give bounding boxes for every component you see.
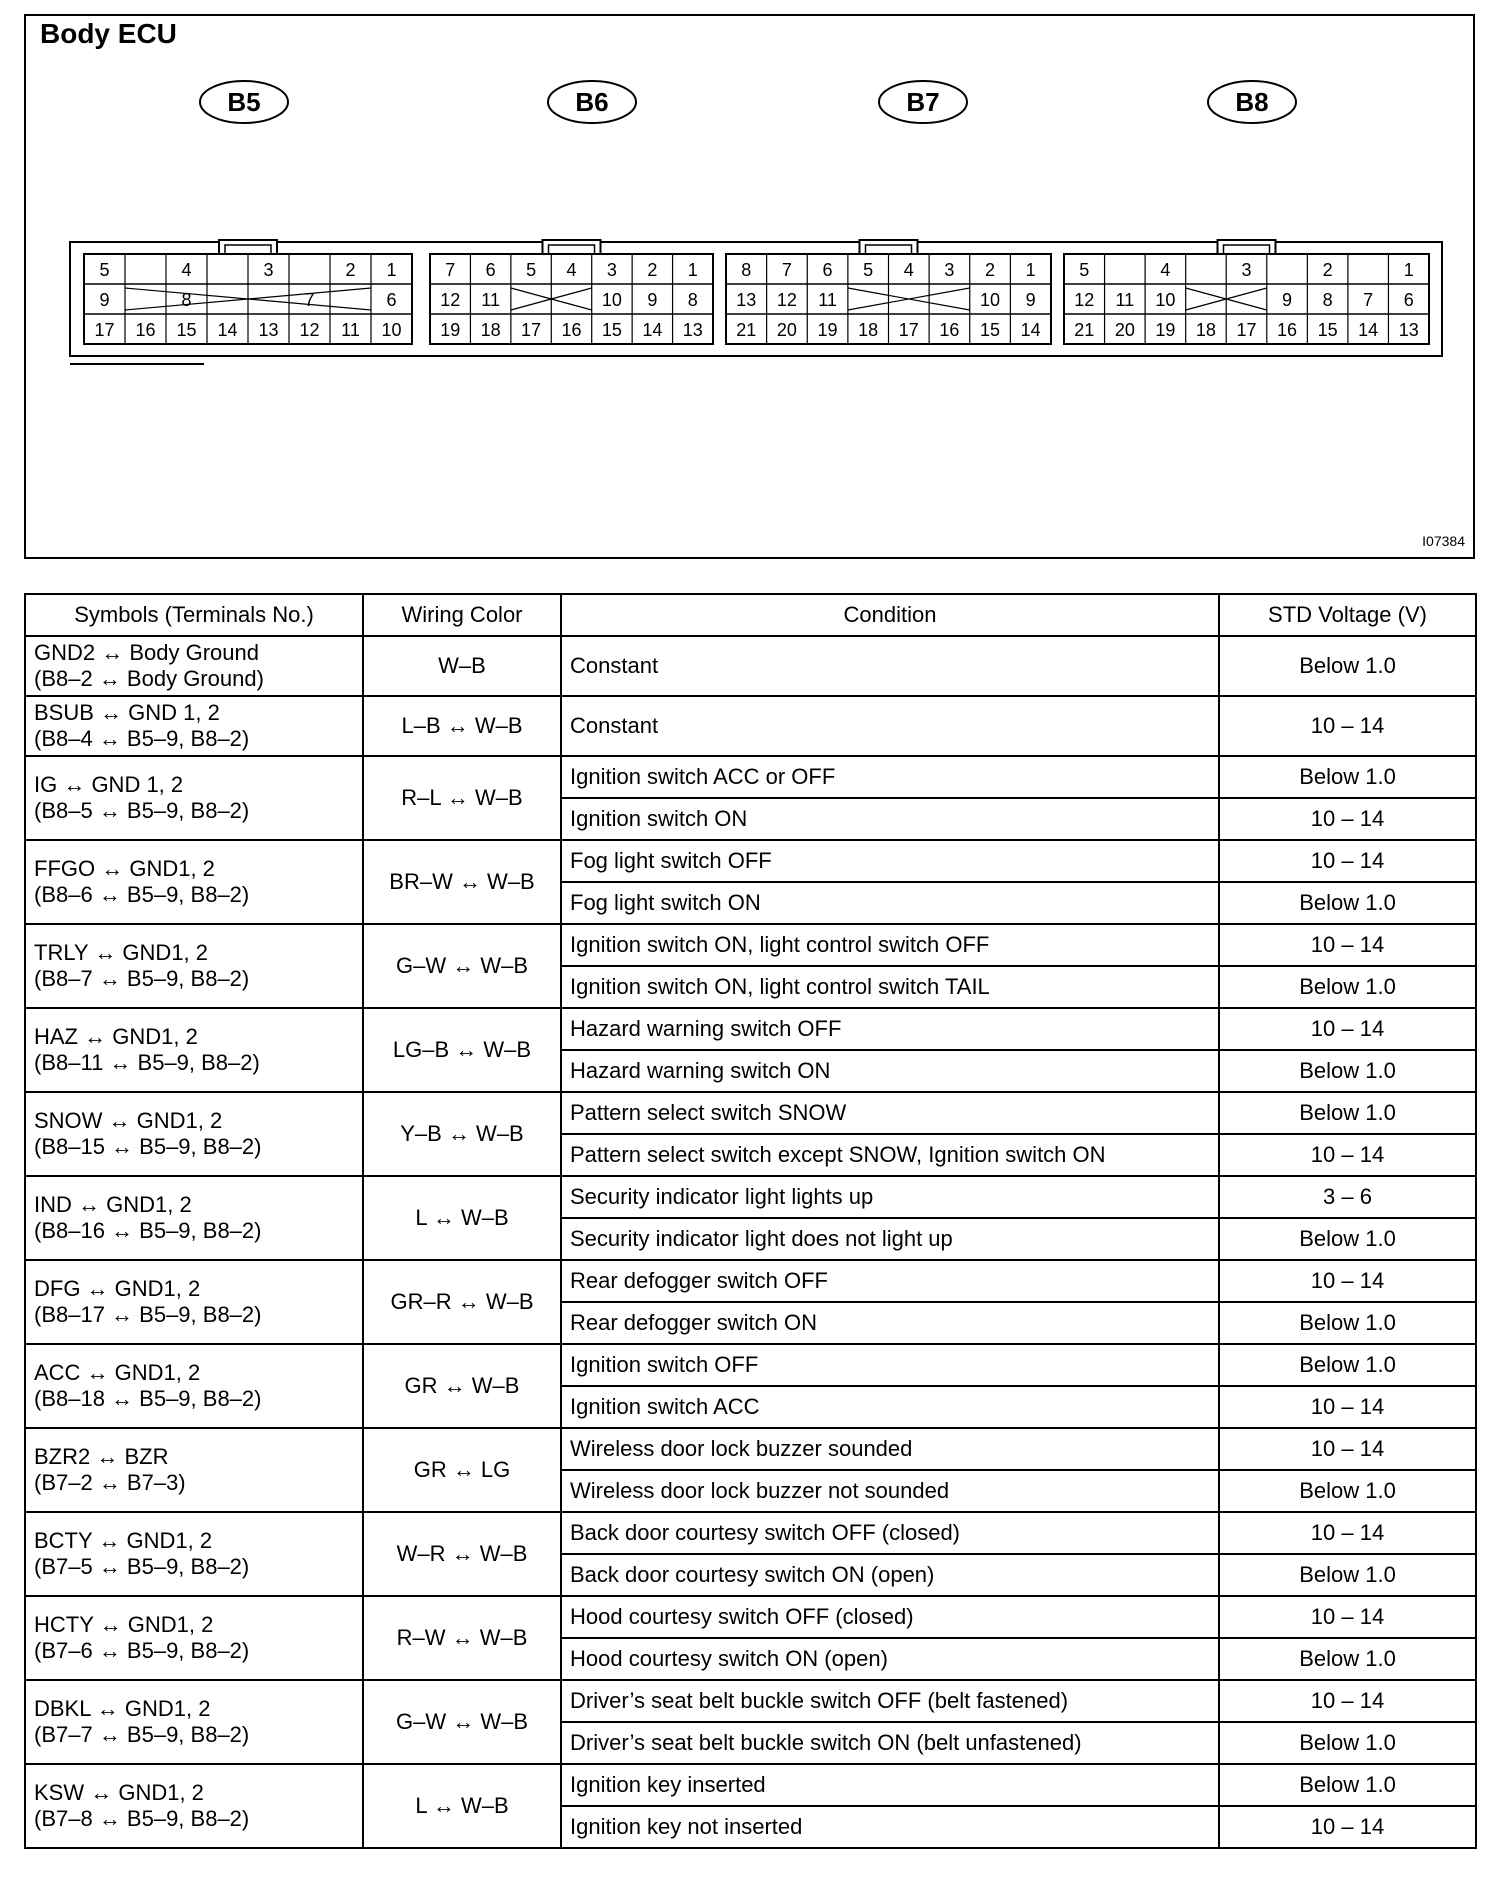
pin-number: 1 [386, 260, 397, 280]
pin-number: 11 [1115, 290, 1135, 310]
wiring-color-cell: G–W ↔ W–B [363, 924, 561, 1008]
pin-number: 5 [1079, 260, 1090, 280]
terminal-symbol: DBKL ↔ GND1, 2 [34, 1696, 211, 1721]
pin-number: 4 [181, 260, 192, 280]
pin-number: 17 [1236, 320, 1257, 340]
symbol-cell [25, 1680, 363, 1764]
condition-cell: Back door courtesy switch ON (open) [561, 1554, 1219, 1596]
table-row [25, 924, 1476, 966]
pin-number: 13 [1398, 320, 1419, 340]
pin-number: 16 [561, 320, 582, 340]
table-row [25, 840, 1476, 882]
pin-number: 19 [1155, 320, 1176, 340]
voltage-cell: 10 – 14 [1219, 1260, 1476, 1302]
table-row [25, 1260, 1476, 1302]
pin-number: 5 [99, 260, 110, 280]
header-condition: Condition [561, 594, 1219, 636]
condition-cell: Rear defogger switch ON [561, 1302, 1219, 1344]
condition-cell: Driver’s seat belt buckle switch OFF (belt fastened) [561, 1680, 1219, 1722]
symbol-cell [25, 1260, 363, 1344]
wiring-color-cell: L–B ↔ W–B [363, 696, 561, 756]
symbol-cell [25, 1764, 363, 1848]
pin-number: 10 [601, 290, 622, 310]
condition-cell: Hazard warning switch OFF [561, 1008, 1219, 1050]
connector-lock-tab [1218, 240, 1276, 254]
pin-number: 4 [903, 260, 914, 280]
pin-number: 6 [822, 260, 833, 280]
terminal-symbol: KSW ↔ GND1, 2 [34, 1780, 204, 1805]
symbol-cell [25, 756, 363, 840]
table-row [25, 1344, 1476, 1386]
pin-number: 12 [1074, 290, 1095, 310]
pin-number: 5 [863, 260, 874, 280]
pin-number: 14 [1020, 320, 1041, 340]
pin-number: 15 [176, 320, 197, 340]
table-row [25, 1680, 1476, 1722]
pin-number: 8 [687, 290, 698, 310]
terminal-symbol: HCTY ↔ GND1, 2 [34, 1612, 214, 1637]
pin-number: 15 [980, 320, 1001, 340]
terminal-number: (B8–15 ↔ B5–9, B8–2) [34, 1134, 262, 1159]
table-row [25, 1764, 1476, 1806]
pin-number: 7 [781, 260, 792, 280]
wiring-color-cell: W–R ↔ W–B [363, 1512, 561, 1596]
condition-cell: Pattern select switch except SNOW, Ignition switch ON [561, 1134, 1219, 1176]
voltage-cell: 10 – 14 [1219, 1806, 1476, 1848]
condition-cell: Hood courtesy switch ON (open) [561, 1638, 1219, 1680]
terminal-symbol: IND ↔ GND1, 2 [34, 1192, 192, 1217]
terminal-number: (B8–6 ↔ B5–9, B8–2) [34, 882, 250, 907]
connector-label: B5 [227, 87, 261, 117]
symbol-cell [25, 696, 363, 756]
terminal-number: (B8–7 ↔ B5–9, B8–2) [34, 966, 250, 991]
table-row [25, 636, 1476, 696]
wiring-color-cell: R–L ↔ W–B [363, 756, 561, 840]
terminal-symbol: SNOW ↔ GND1, 2 [34, 1108, 223, 1133]
pin-number: 5 [526, 260, 537, 280]
pin-number: 1 [1025, 260, 1036, 280]
terminal-number: (B7–5 ↔ B5–9, B8–2) [34, 1554, 250, 1579]
pin-number: 9 [99, 290, 110, 310]
table-row [25, 1092, 1476, 1134]
voltage-cell: Below 1.0 [1219, 1554, 1476, 1596]
pin-number: 3 [606, 260, 617, 280]
pin-number: 3 [1241, 260, 1252, 280]
pin-number: 21 [1074, 320, 1095, 340]
symbol-cell [25, 1428, 363, 1512]
condition-cell: Fog light switch ON [561, 882, 1219, 924]
voltage-cell: 10 – 14 [1219, 924, 1476, 966]
table-row [25, 1428, 1476, 1470]
pin-number: 13 [736, 290, 757, 310]
header-wiring-color: Wiring Color [363, 594, 561, 636]
voltage-cell: Below 1.0 [1219, 636, 1476, 696]
condition-cell: Constant [561, 696, 1219, 756]
condition-cell: Hazard warning switch ON [561, 1050, 1219, 1092]
terminal-symbol: ACC ↔ GND1, 2 [34, 1360, 201, 1385]
voltage-cell: 10 – 14 [1219, 696, 1476, 756]
pin-number: 2 [1322, 260, 1333, 280]
pin-number: 11 [341, 320, 360, 340]
voltage-cell: Below 1.0 [1219, 1470, 1476, 1512]
terminal-symbol: HAZ ↔ GND1, 2 [34, 1024, 198, 1049]
pin-number: 7 [304, 290, 315, 310]
diagram-title: Body ECU [40, 18, 177, 49]
pin-number: 7 [1363, 290, 1374, 310]
table-header-row [25, 594, 1476, 636]
table-row [25, 696, 1476, 756]
pin-number: 17 [94, 320, 115, 340]
pin-number: 18 [858, 320, 879, 340]
pin-number: 1 [1403, 260, 1414, 280]
voltage-cell: 10 – 14 [1219, 1512, 1476, 1554]
wiring-color-cell: W–B [363, 636, 561, 696]
pin-number: 3 [944, 260, 955, 280]
pin-number: 12 [299, 320, 320, 340]
table-row [25, 1596, 1476, 1638]
wiring-color-cell: L ↔ W–B [363, 1176, 561, 1260]
connector-lock-tab [860, 240, 918, 254]
symbol-cell [25, 1176, 363, 1260]
wiring-color-cell: Y–B ↔ W–B [363, 1092, 561, 1176]
connector-label: B6 [575, 87, 609, 117]
connector-diagram [24, 14, 1475, 559]
symbol-cell [25, 1092, 363, 1176]
voltage-cell: 10 – 14 [1219, 1008, 1476, 1050]
pin-number: 17 [521, 320, 542, 340]
pin-number: 6 [386, 290, 397, 310]
pin-number: 11 [818, 290, 837, 310]
wiring-color-cell: GR ↔ LG [363, 1428, 561, 1512]
symbol-cell [25, 1008, 363, 1092]
pin-number: 8 [1322, 290, 1333, 310]
pin-number: 9 [647, 290, 658, 310]
pin-number: 6 [1403, 290, 1414, 310]
symbol-cell [25, 924, 363, 1008]
pin-number: 14 [217, 320, 238, 340]
pin-number: 6 [485, 260, 496, 280]
pin-number: 20 [1114, 320, 1135, 340]
pin-number: 15 [1317, 320, 1338, 340]
condition-cell: Security indicator light lights up [561, 1176, 1219, 1218]
figure-id: I07384 [1422, 533, 1465, 549]
wiring-color-cell: L ↔ W–B [363, 1764, 561, 1848]
pin-number: 9 [1282, 290, 1293, 310]
voltage-cell: Below 1.0 [1219, 882, 1476, 924]
pin-number: 19 [440, 320, 461, 340]
condition-cell: Rear defogger switch OFF [561, 1260, 1219, 1302]
symbol-cell [25, 1512, 363, 1596]
pin-number: 7 [445, 260, 456, 280]
voltage-cell: 10 – 14 [1219, 1134, 1476, 1176]
condition-cell: Ignition switch ACC [561, 1386, 1219, 1428]
voltage-cell: Below 1.0 [1219, 756, 1476, 798]
voltage-cell: Below 1.0 [1219, 1092, 1476, 1134]
voltage-cell: Below 1.0 [1219, 1302, 1476, 1344]
terminal-spec-table [24, 593, 1477, 1849]
table-row [25, 756, 1476, 798]
terminal-symbol: BSUB ↔ GND 1, 2 [34, 700, 220, 725]
connector-drawing [26, 16, 1473, 557]
condition-cell: Ignition switch OFF [561, 1344, 1219, 1386]
pin-number: 21 [736, 320, 757, 340]
voltage-cell: 10 – 14 [1219, 840, 1476, 882]
terminal-number: (B7–2 ↔ B7–3) [34, 1470, 186, 1495]
condition-cell: Pattern select switch SNOW [561, 1092, 1219, 1134]
terminal-number: (B7–7 ↔ B5–9, B8–2) [34, 1722, 250, 1747]
pin-number: 15 [601, 320, 622, 340]
terminal-number: (B8–17 ↔ B5–9, B8–2) [34, 1302, 262, 1327]
connector-label: B8 [1235, 87, 1269, 117]
voltage-cell: 10 – 14 [1219, 1596, 1476, 1638]
terminal-number: (B8–16 ↔ B5–9, B8–2) [34, 1218, 262, 1243]
condition-cell: Ignition switch ON, light control switch OFF [561, 924, 1219, 966]
pin-number: 10 [381, 320, 402, 340]
condition-cell: Wireless door lock buzzer sounded [561, 1428, 1219, 1470]
pin-number: 2 [647, 260, 658, 280]
table-row [25, 1176, 1476, 1218]
voltage-cell: 10 – 14 [1219, 1386, 1476, 1428]
pin-number: 9 [1025, 290, 1036, 310]
terminal-symbol: FFGO ↔ GND1, 2 [34, 856, 215, 881]
condition-cell: Ignition key not inserted [561, 1806, 1219, 1848]
pin-number: 18 [1195, 320, 1216, 340]
pin-number: 13 [258, 320, 279, 340]
condition-cell: Security indicator light does not light up [561, 1218, 1219, 1260]
pin-number: 14 [642, 320, 663, 340]
connector-lock-tab [219, 240, 277, 254]
pin-number: 16 [939, 320, 960, 340]
terminal-symbol: BZR2 ↔ BZR [34, 1444, 169, 1469]
pin-number: 2 [345, 260, 356, 280]
terminal-number: (B8–5 ↔ B5–9, B8–2) [34, 798, 250, 823]
voltage-cell: Below 1.0 [1219, 1722, 1476, 1764]
pin-number: 20 [776, 320, 797, 340]
condition-cell: Hood courtesy switch OFF (closed) [561, 1596, 1219, 1638]
wiring-color-cell: BR–W ↔ W–B [363, 840, 561, 924]
terminal-number: (B8–11 ↔ B5–9, B8–2) [34, 1050, 260, 1075]
condition-cell: Driver’s seat belt buckle switch ON (belt unfastened) [561, 1722, 1219, 1764]
pin-number: 16 [1277, 320, 1298, 340]
pin-number: 8 [181, 290, 192, 310]
wiring-color-cell: G–W ↔ W–B [363, 1680, 561, 1764]
terminal-number: (B7–6 ↔ B5–9, B8–2) [34, 1638, 250, 1663]
condition-cell: Ignition switch ON [561, 798, 1219, 840]
voltage-cell: 10 – 14 [1219, 1428, 1476, 1470]
pin-number: 10 [980, 290, 1001, 310]
condition-cell: Back door courtesy switch OFF (closed) [561, 1512, 1219, 1554]
condition-cell: Wireless door lock buzzer not sounded [561, 1470, 1219, 1512]
pin-number: 12 [776, 290, 797, 310]
condition-cell: Ignition switch ACC or OFF [561, 756, 1219, 798]
symbol-cell [25, 840, 363, 924]
terminal-number: (B8–18 ↔ B5–9, B8–2) [34, 1386, 262, 1411]
pin-number: 14 [1358, 320, 1379, 340]
connector-label: B7 [906, 87, 940, 117]
condition-cell: Fog light switch OFF [561, 840, 1219, 882]
voltage-cell: Below 1.0 [1219, 1344, 1476, 1386]
symbol-cell [25, 1596, 363, 1680]
wiring-color-cell: LG–B ↔ W–B [363, 1008, 561, 1092]
voltage-cell: 10 – 14 [1219, 798, 1476, 840]
terminal-number: (B7–8 ↔ B5–9, B8–2) [34, 1806, 250, 1831]
header-std-voltage: STD Voltage (V) [1219, 594, 1476, 636]
pin-number: 17 [898, 320, 919, 340]
condition-cell: Constant [561, 636, 1219, 696]
wiring-color-cell: GR–R ↔ W–B [363, 1260, 561, 1344]
terminal-symbol: BCTY ↔ GND1, 2 [34, 1528, 213, 1553]
connector-lock-tab [543, 240, 601, 254]
pin-number: 8 [741, 260, 752, 280]
table-row [25, 1512, 1476, 1554]
voltage-cell: Below 1.0 [1219, 966, 1476, 1008]
pin-number: 1 [687, 260, 698, 280]
wiring-color-cell: GR ↔ W–B [363, 1344, 561, 1428]
pin-number: 13 [682, 320, 703, 340]
voltage-cell: Below 1.0 [1219, 1218, 1476, 1260]
pin-number: 4 [566, 260, 577, 280]
symbol-cell [25, 1344, 363, 1428]
pin-number: 16 [135, 320, 156, 340]
condition-cell: Ignition key inserted [561, 1764, 1219, 1806]
terminal-symbol: TRLY ↔ GND1, 2 [34, 940, 209, 965]
pin-number: 2 [985, 260, 996, 280]
voltage-cell: 10 – 14 [1219, 1680, 1476, 1722]
pin-number: 12 [440, 290, 461, 310]
pin-number: 11 [481, 290, 500, 310]
symbol-cell [25, 636, 363, 696]
condition-cell: Ignition switch ON, light control switch TAIL [561, 966, 1219, 1008]
table-row [25, 1008, 1476, 1050]
terminal-symbol: GND2 ↔ Body Ground [34, 640, 259, 665]
voltage-cell: Below 1.0 [1219, 1050, 1476, 1092]
voltage-cell: Below 1.0 [1219, 1764, 1476, 1806]
pin-number: 4 [1160, 260, 1171, 280]
terminal-symbol: DFG ↔ GND1, 2 [34, 1276, 201, 1301]
wiring-color-cell: R–W ↔ W–B [363, 1596, 561, 1680]
pin-number: 10 [1155, 290, 1176, 310]
terminal-number: (B8–2 ↔ Body Ground) [34, 666, 264, 691]
voltage-cell: 3 – 6 [1219, 1176, 1476, 1218]
header-symbols: Symbols (Terminals No.) [25, 594, 363, 636]
pin-number: 19 [817, 320, 838, 340]
voltage-cell: Below 1.0 [1219, 1638, 1476, 1680]
terminal-number: (B8–4 ↔ B5–9, B8–2) [34, 726, 250, 751]
pin-number: 18 [480, 320, 501, 340]
pin-number: 3 [263, 260, 274, 280]
terminal-symbol: IG ↔ GND 1, 2 [34, 772, 184, 797]
